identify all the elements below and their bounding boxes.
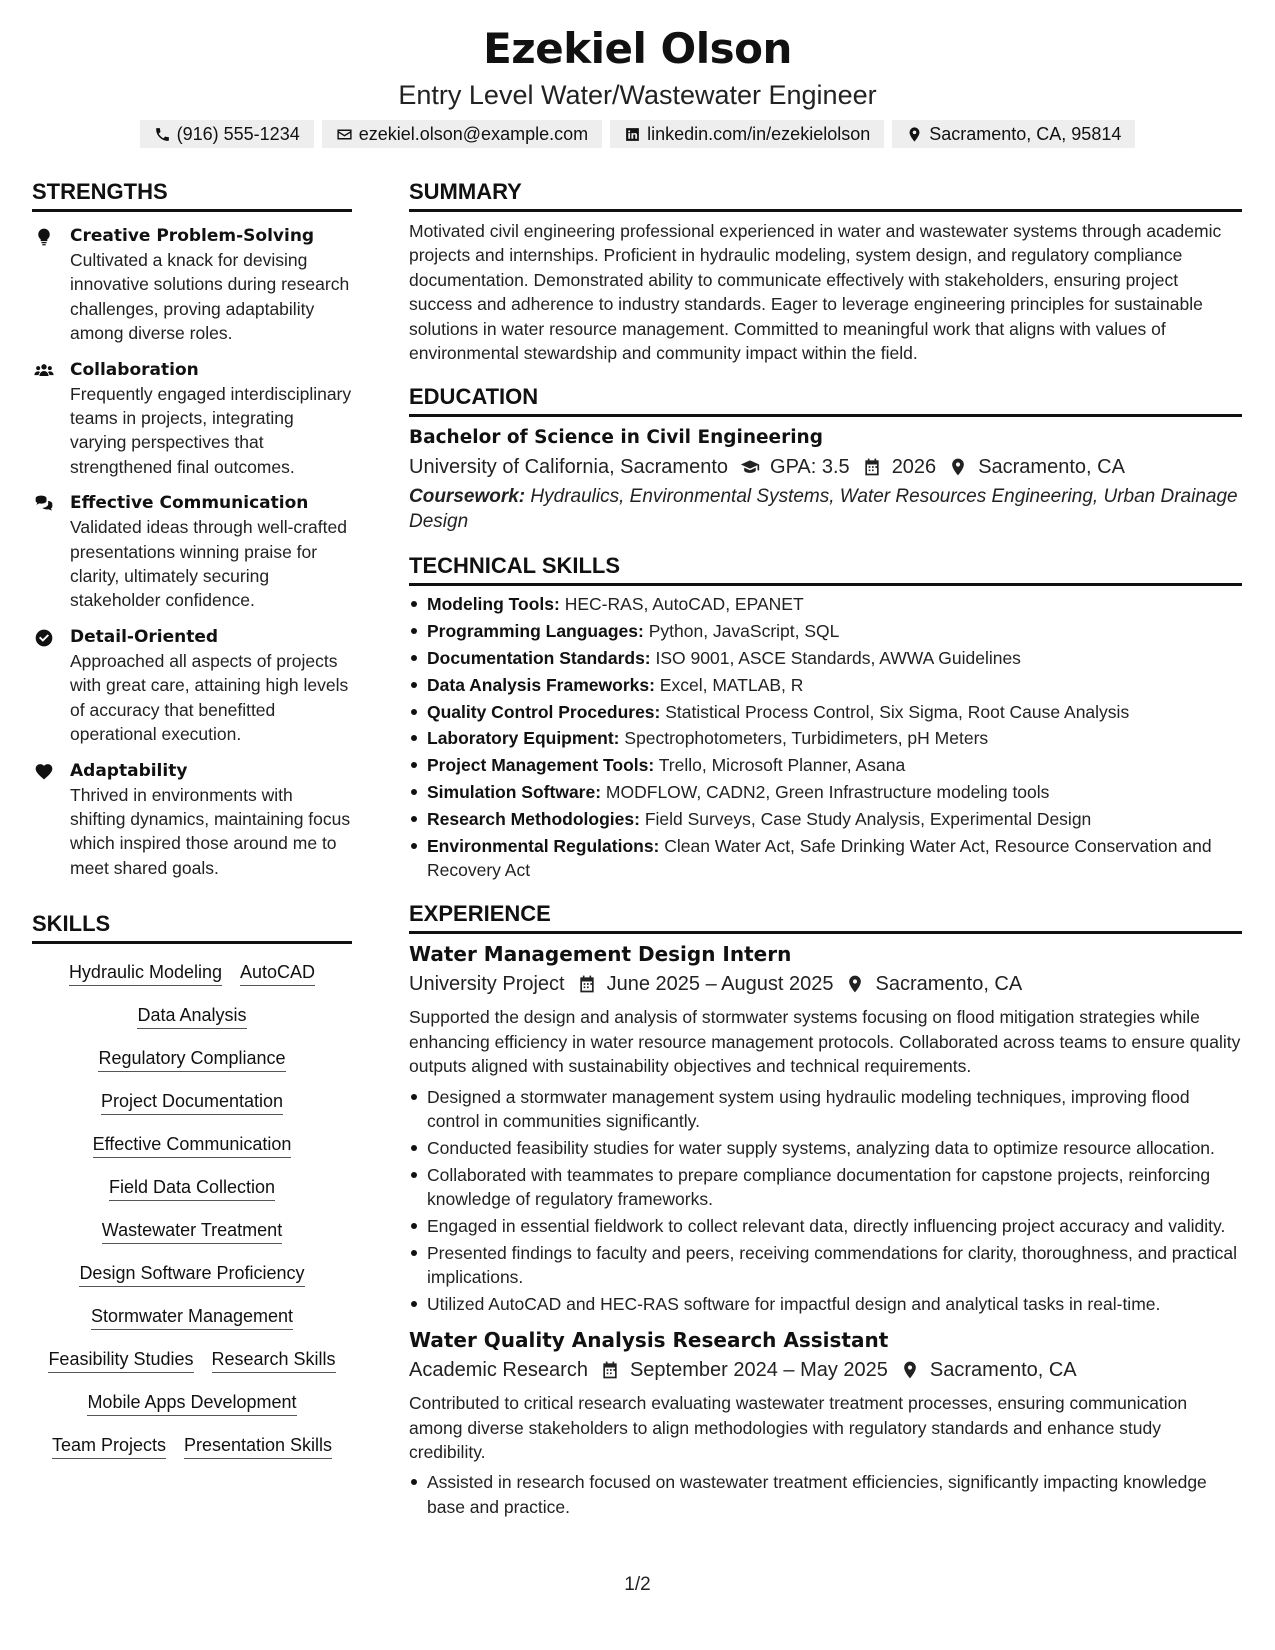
technical-skills-list — [409, 592, 1242, 882]
education-location: Sacramento, CA — [978, 456, 1125, 479]
contact-location — [892, 120, 1135, 148]
calendar-icon — [588, 1360, 630, 1380]
contact-linkedin[interactable] — [610, 120, 884, 148]
skill-tag: Presentation Skills — [184, 1433, 332, 1459]
list-item: Designed a stormwater management system using hydraulic modeling techniques, improving flood control in communities significantly. — [409, 1085, 1242, 1134]
job-title: Water Management Design Intern — [409, 942, 792, 967]
strength-item — [32, 224, 352, 346]
list-item: Utilized AutoCAD and HEC-RAS software for impactful design and analytical tasks in real-time. — [409, 1292, 1242, 1316]
job-meta — [409, 969, 1242, 999]
education-section — [409, 383, 1242, 534]
linkedin-text: linkedin.com/in/ezekielolson — [647, 123, 871, 144]
skill-tag: AutoCAD — [240, 960, 315, 986]
contact-phone[interactable] — [140, 120, 314, 148]
check-circle-icon — [32, 625, 56, 747]
list-item — [409, 646, 1242, 670]
skill-label: Quality Control Procedures: — [427, 701, 661, 722]
skills-heading: SKILLS — [32, 910, 352, 944]
graduation-year: 2026 — [891, 456, 937, 479]
skill-tag: Hydraulic Modeling — [69, 960, 222, 986]
skill-tag: Feasibility Studies — [48, 1347, 193, 1373]
list-item — [409, 700, 1242, 724]
strength-item — [32, 759, 352, 881]
calendar-icon — [565, 974, 607, 994]
strength-description: Approached all aspects of projects with great care, attaining high levels of accuracy that benefitted operational execution. — [70, 650, 349, 745]
location-text: Sacramento, CA, 95814 — [929, 123, 1122, 144]
skill-value: Clean Water Act, Safe Drinking Water Act, Resource Conservation and Recovery Act — [427, 835, 1212, 881]
job-description: Contributed to critical research evaluating wastewater treatment processes, ensuring communication among diverse stakeholders to align methodologies with regulatory standards and enhance study credibility. — [409, 1393, 1188, 1463]
summary-text: Motivated civil engineering professional experienced in water and wastewater systems through academic projects and internships. Proficient in hydraulic modeling, system design, and regulatory compliance documentation. Demonstrated ability to communicate effectively with stakeholders, ensuring project success and adherence to industry standards. Eager to leverage engineering principles for sustainable solutions in water resource management. Committed to meaningful work that aligns with values of environmental stewardship and community impact within the field. — [409, 221, 1222, 364]
left-column — [32, 178, 352, 1459]
right-column — [409, 178, 1242, 1522]
lightbulb-icon — [32, 224, 56, 346]
graduation-cap-icon — [728, 457, 770, 477]
skill-tag: Mobile Apps Development — [87, 1390, 296, 1416]
job-entry — [409, 1326, 1242, 1519]
technical-skills-heading: TECHNICAL SKILLS — [409, 552, 1242, 586]
skill-label: Research Methodologies: — [427, 808, 640, 829]
job-meta — [409, 1355, 1242, 1385]
candidate-title: Entry Level Water/Wastewater Engineer — [398, 80, 877, 110]
skill-value: Spectrophotometers, Turbidimeters, pH Meters — [624, 728, 989, 749]
linkedin-icon — [624, 126, 641, 143]
heart-icon — [32, 759, 56, 881]
job-entry — [409, 940, 1242, 1316]
list-item — [409, 592, 1242, 616]
job-location: Sacramento, CA — [875, 973, 1023, 996]
strength-title: Detail-Oriented — [70, 626, 219, 647]
experience-section — [409, 900, 1242, 1519]
skill-label: Project Management Tools: — [427, 755, 655, 776]
degree-name: Bachelor of Science in Civil Engineering — [409, 427, 823, 449]
job-organization: University Project — [409, 973, 565, 996]
skill-value: ISO 9001, ASCE Standards, AWWA Guidelines — [655, 648, 1021, 669]
strength-item — [32, 625, 352, 747]
comments-icon — [32, 491, 56, 613]
coursework-label: Coursework: — [409, 486, 526, 508]
skill-tag: Design Software Proficiency — [79, 1261, 304, 1287]
list-item — [409, 834, 1242, 883]
skill-label: Documentation Standards: — [427, 648, 651, 669]
skill-tag: Regulatory Compliance — [98, 1046, 285, 1072]
strength-title: Effective Communication — [70, 493, 309, 514]
list-item — [409, 726, 1242, 750]
skill-tag: Data Analysis — [137, 1003, 246, 1029]
map-pin-icon — [936, 457, 978, 477]
skill-label: Data Analysis Frameworks: — [427, 674, 655, 695]
list-item: Presented findings to faculty and peers, receiving commendations for clarity, thoroughness, and practical implications. — [409, 1241, 1242, 1290]
list-item — [409, 673, 1242, 697]
skill-label: Laboratory Equipment: — [427, 728, 620, 749]
skill-tag: Field Data Collection — [109, 1175, 275, 1201]
skill-value: Python, JavaScript, SQL — [648, 621, 840, 642]
skill-value: Field Surveys, Case Study Analysis, Experimental Design — [644, 808, 1092, 829]
skill-label: Modeling Tools: — [427, 594, 560, 615]
skill-tag: Research Skills — [212, 1347, 336, 1373]
email-text: ezekiel.olson@example.com — [358, 123, 589, 144]
education-meta — [409, 452, 1242, 482]
job-dates: September 2024 – May 2025 — [629, 1359, 888, 1382]
job-bullets — [409, 1470, 1242, 1519]
strength-title: Creative Problem-Solving — [70, 226, 315, 246]
phone-icon — [154, 126, 171, 143]
resume-header — [0, 20, 1275, 148]
strength-description: Validated ideas through well-crafted presentations winning praise for clarity, ultimately securing stakeholder confidence. — [70, 517, 347, 611]
skills-cloud — [32, 960, 352, 1459]
job-description: Supported the design and analysis of stormwater systems focusing on flood mitigation strategies while enhancing efficiency in water resource management protocols. Collaborated across teams to ensure quality outputs aligned with sustainability objectives and technical requirements. — [409, 1007, 1241, 1077]
job-dates: June 2025 – August 2025 — [606, 973, 834, 996]
map-pin-icon — [833, 974, 875, 994]
list-item: Conducted feasibility studies for water supply systems, analyzing data to optimize resource allocation. — [409, 1136, 1242, 1160]
skill-value: Excel, MATLAB, R — [659, 674, 804, 695]
gpa-text: GPA: 3.5 — [770, 456, 850, 479]
list-item: Engaged in essential fieldwork to collect relevant data, directly influencing project accuracy and validity. — [409, 1214, 1242, 1238]
job-organization: Academic Research — [409, 1359, 588, 1382]
skill-value: Statistical Process Control, Six Sigma, Root Cause Analysis — [665, 701, 1130, 722]
contact-bar — [0, 120, 1275, 148]
strength-item — [32, 491, 352, 613]
skill-tag: Stormwater Management — [91, 1304, 293, 1330]
phone-text: (916) 555-1234 — [176, 123, 300, 144]
skill-tag: Project Documentation — [101, 1089, 283, 1115]
experience-heading: EXPERIENCE — [409, 900, 1242, 934]
calendar-icon — [850, 457, 892, 477]
skill-tag: Team Projects — [52, 1433, 166, 1459]
job-title: Water Quality Analysis Research Assistant — [409, 1328, 889, 1353]
strength-description: Thrived in environments with shifting dynamics, maintaining focus which inspired those around me to meet shared goals. — [70, 784, 351, 878]
list-item: Collaborated with teammates to prepare compliance documentation for capstone projects, reinforcing knowledge of regulatory frameworks. — [409, 1163, 1242, 1212]
education-heading: EDUCATION — [409, 383, 1242, 417]
list-item — [409, 780, 1242, 804]
list-item — [409, 619, 1242, 643]
map-pin-icon — [888, 1360, 930, 1380]
skill-value: Trello, Microsoft Planner, Asana — [658, 755, 906, 776]
skill-value: MODFLOW, CADN2, Green Infrastructure modeling tools — [605, 782, 1050, 803]
skill-tag: Wastewater Treatment — [102, 1218, 282, 1244]
technical-skills-section — [409, 552, 1242, 882]
skill-label: Environmental Regulations: — [427, 835, 660, 856]
job-location: Sacramento, CA — [929, 1359, 1077, 1382]
job-bullets — [409, 1085, 1242, 1317]
coursework-list: Hydraulics, Environmental Systems, Water Resources Engineering, Urban Drainage Design — [409, 486, 1238, 533]
skill-label: Simulation Software: — [427, 782, 602, 803]
school-name: University of California, Sacramento — [409, 456, 729, 479]
list-item: Assisted in research focused on wastewater treatment efficiencies, significantly impacting knowledge base and practice. — [409, 1470, 1242, 1519]
skill-value: HEC-RAS, AutoCAD, EPANET — [564, 594, 804, 615]
strength-title: Adaptability — [70, 760, 188, 781]
summary-heading: SUMMARY — [409, 178, 1242, 212]
strength-title: Collaboration — [70, 359, 199, 380]
candidate-name: Ezekiel Olson — [483, 24, 792, 73]
list-item — [409, 753, 1242, 777]
page-number: 1/2 — [624, 1574, 651, 1595]
map-pin-icon — [906, 126, 923, 143]
strength-description: Cultivated a knack for devising innovative solutions during research challenges, proving adaptability among diverse roles. — [70, 250, 350, 344]
coursework — [409, 484, 1242, 534]
strength-item — [32, 358, 352, 480]
users-icon — [32, 358, 56, 480]
strength-description: Frequently engaged interdisciplinary teams in projects, integrating varying perspectives that strengthened final outcomes. — [70, 383, 352, 477]
strengths-heading: STRENGTHS — [32, 178, 352, 212]
skill-label: Programming Languages: — [427, 621, 644, 642]
skill-tag: Effective Communication — [93, 1132, 292, 1158]
envelope-icon — [336, 126, 353, 143]
contact-email[interactable] — [322, 120, 602, 148]
list-item — [409, 807, 1242, 831]
